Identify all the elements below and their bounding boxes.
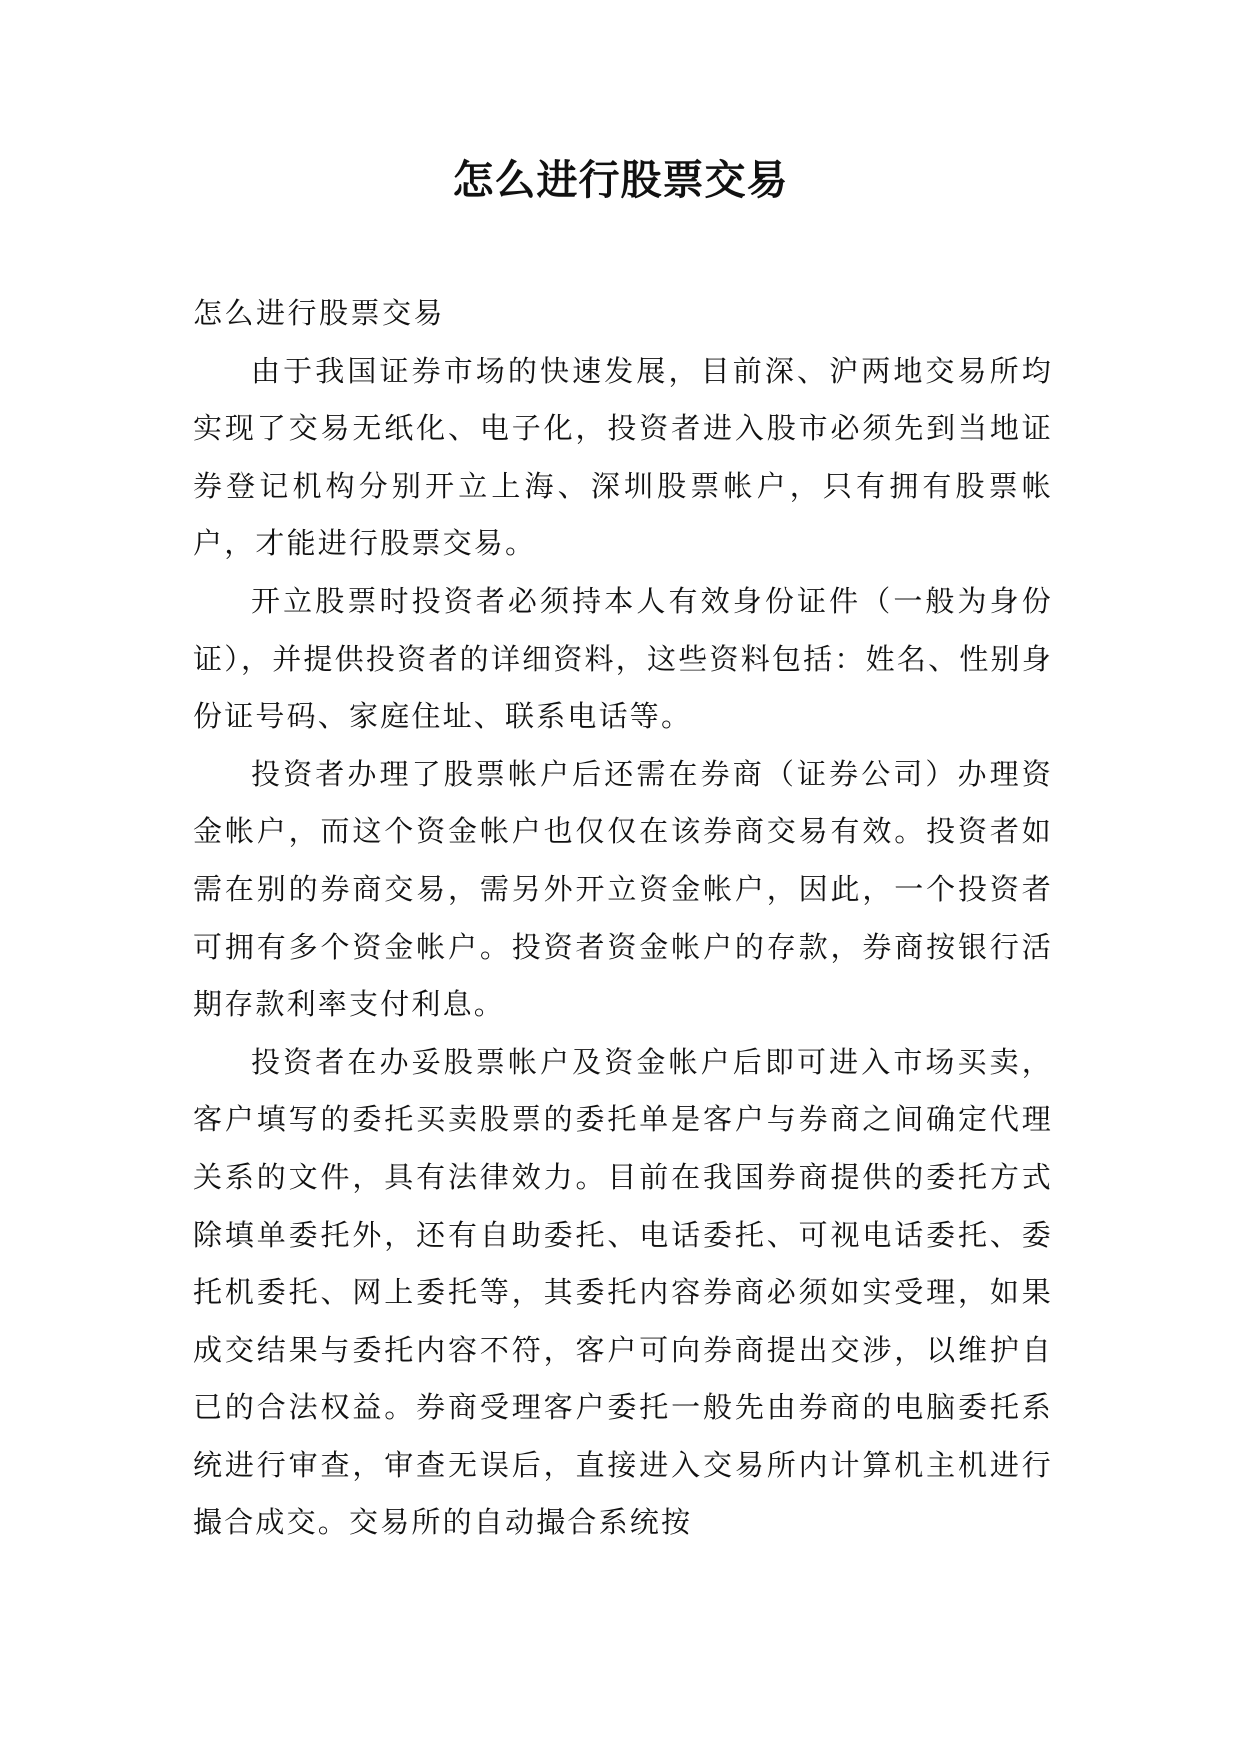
document-subtitle: 怎么进行股票交易 [193,296,446,330]
document-title: 怎么进行股票交易 [452,156,789,204]
paragraph-3: 投资者办理了股票帐户后还需在券商（证券公司）办理资金帐户，而这个资金帐户也仅仅在该券商交易有效。投资者如需在别的券商交易，需另外开立资金帐户，因此，一个投资者可拥有多个资金帐户。投资者资金帐户的存款，券商按银行活期存款利率支付利息。 [193,756,1053,1022]
document-body [193,285,1053,1552]
paragraph-2: 开立股票时投资者必须持本人有效身份证件（一般为身份证），并提供投资者的详细资料，这些资料包括：姓名、性别身份证号码、家庭住址、联系电话等。 [193,583,1053,734]
paragraph-4: 投资者在办妥股票帐户及资金帐户后即可进入市场买卖，客户填写的委托买卖股票的委托单是客户与券商之间确定代理关系的文件，具有法律效力。目前在我国券商提供的委托方式除填单委托外，还有自助委托、电话委托、可视电话委托、委托机委托、网上委托等，其委托内容券商必须如实受理，如果成交结果与委托内容不符，客户可向券商提出交涉，以维护自已的合法权益。券商受理客户委托一般先由券商的电脑委托系统进行审查，审查无误后，直接进入交易所内计算机主机进行撮合成交。交易所的自动撮合系统按 [193,1044,1053,1540]
paragraph-1: 由于我国证券市场的快速发展，目前深、沪两地交易所均实现了交易无纸化、电子化，投资者进入股市必须先到当地证券登记机构分别开立上海、深圳股票帐户，只有拥有股票帐户，才能进行股票交易。 [193,353,1053,561]
